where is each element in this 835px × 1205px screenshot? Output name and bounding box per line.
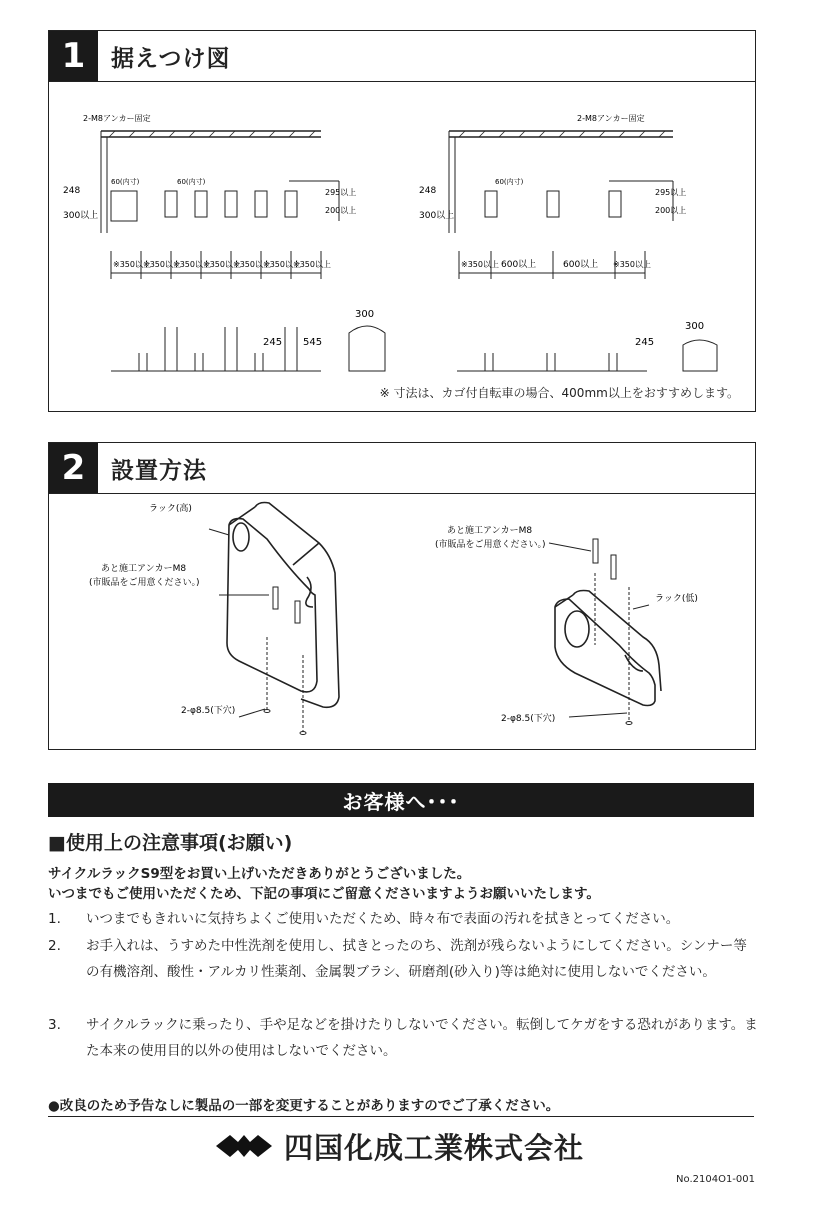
installation-drawing <box>49 83 755 403</box>
company-mark-icon <box>216 1131 272 1161</box>
left-dim-248: 248 <box>63 186 81 196</box>
company-name: 四国化成工業株式会社 <box>284 1130 585 1165</box>
thanks-line-1: サイクルラックS9型をお買い上げいただきありがとうございました。 <box>48 866 471 882</box>
left-spacing-4: ※350以上 <box>203 260 241 269</box>
footer-divider <box>48 1116 754 1117</box>
left-dim-60-a: 60(内寸) <box>111 178 140 186</box>
right-spacing-1: ※350以上 <box>461 260 499 269</box>
thanks-line-2: いつまでもご使用いただくため、下記の事項にご留意くださいますようお願いいたします。 <box>48 886 600 902</box>
left-dim-295: 295以上 <box>325 188 357 197</box>
rack-high-label: ラック(高) <box>149 504 192 514</box>
caution-item-3 <box>48 1012 758 1064</box>
right-dim-300-width: 300 <box>685 321 705 332</box>
installation-method-drawing <box>49 495 755 745</box>
section-2-header <box>49 443 755 494</box>
caution-item-number: 3. <box>48 1017 61 1033</box>
customer-banner: お客様へ･･･ <box>48 783 754 817</box>
left-spacing-2: ※350以上 <box>143 260 181 269</box>
caution-item-text: サイクルラックに乗ったり、手や足などを掛けたりしないでください。転倒してケガをする恐れがあります。また本来の使用目的以外の使用はしないでください。 <box>86 1017 758 1059</box>
company-logo <box>216 1126 584 1166</box>
document-number: No.2104O1-001 <box>676 1174 755 1185</box>
caution-item-number: 1. <box>48 911 61 927</box>
left-spacing-1: ※350以上 <box>113 260 151 269</box>
caution-item-number: 2. <box>48 938 61 954</box>
section-2-number: 2 <box>49 443 98 493</box>
dimension-note: ※ 寸法は、カゴ付自転車の場合、400mm以上をおすすめします。 <box>379 386 739 400</box>
right-dim-245: 245 <box>635 337 655 348</box>
caution-item-text: お手入れは、うすめた中性洗剤を使用し、拭きとったのち、洗剤が残らないようにしてください。シンナー等の有機溶剤、酸性・アルカリ性薬剤、金属製ブラシ、研磨剤(砂入り)等は絶対に使用しないでください。 <box>86 938 747 980</box>
section-1-drawings <box>49 83 755 407</box>
section-installation-drawing <box>48 30 756 412</box>
right-dim-200: 200以上 <box>655 206 687 215</box>
right-anchor-label: 2-M8アンカー固定 <box>577 114 645 123</box>
caution-item-text: いつまでもきれいに気持ちよくご使用いただくため、時々布で表面の汚れを拭きとってください。 <box>86 911 680 927</box>
anchor-right-line2: (市販品をご用意ください。) <box>435 540 546 550</box>
section-1-title: 据えつけ図 <box>111 46 231 72</box>
left-spacing-5: ※350以上 <box>233 260 271 269</box>
right-dim-60: 60(内寸) <box>495 178 524 186</box>
right-dim-248: 248 <box>419 186 437 196</box>
left-spacing-6: ※350以上 <box>263 260 301 269</box>
left-dim-545: 545 <box>303 337 323 348</box>
left-spacing-7: ※350以上 <box>293 260 331 269</box>
caution-item-1 <box>48 906 758 932</box>
anchor-left-line1: あと施工アンカーM8 <box>101 564 187 574</box>
left-anchor-label: 2-M8アンカー固定 <box>83 114 151 123</box>
hole-right-label: 2-φ8.5(下穴) <box>501 714 556 724</box>
rack-low-label: ラック(低) <box>655 594 698 604</box>
right-spacing-2: 600以上 <box>501 260 537 270</box>
caution-item-2 <box>48 933 758 1011</box>
section-installation-method <box>48 442 756 750</box>
right-dim-295: 295以上 <box>655 188 687 197</box>
left-dim-60-b: 60(内寸) <box>177 178 206 186</box>
left-dim-300: 300以上 <box>63 211 99 221</box>
section-2-drawings <box>49 495 755 749</box>
caution-heading: ■使用上の注意事項(お願い) <box>48 832 293 854</box>
left-dim-300-width: 300 <box>355 309 375 320</box>
left-spacing-3: ※350以上 <box>173 260 211 269</box>
improvement-notice: ●改良のため予告なしに製品の一部を変更することがありますのでご了承ください。 <box>48 1098 560 1114</box>
anchor-right-line1: あと施工アンカーM8 <box>447 526 533 536</box>
anchor-left-line2: (市販品をご用意ください。) <box>89 578 200 588</box>
right-spacing-4: ※350以上 <box>613 260 651 269</box>
left-dim-245: 245 <box>263 337 283 348</box>
section-1-number: 1 <box>49 31 98 81</box>
hole-left-label: 2-φ8.5(下穴) <box>181 706 236 716</box>
left-dim-200: 200以上 <box>325 206 357 215</box>
right-spacing-3: 600以上 <box>563 260 599 270</box>
section-2-title: 設置方法 <box>111 458 207 484</box>
right-dim-300: 300以上 <box>419 211 455 221</box>
section-1-header <box>49 31 755 82</box>
